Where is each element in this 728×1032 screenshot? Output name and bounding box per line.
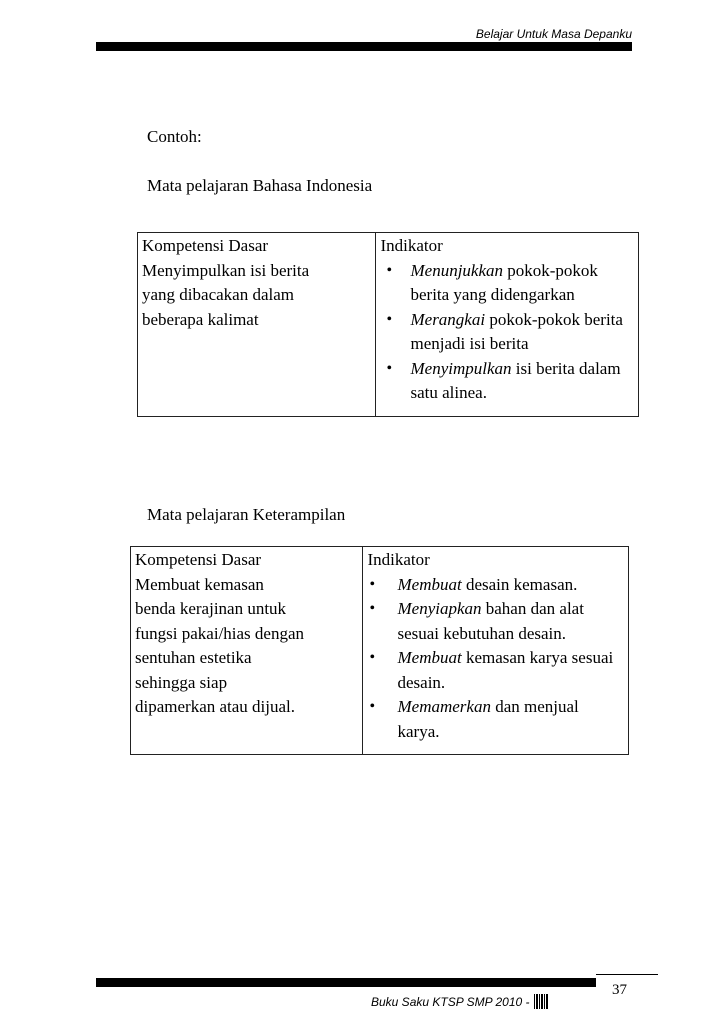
example-label: Contoh:: [147, 127, 202, 146]
indicator-item: [367, 573, 624, 598]
col-header-indicator: Indikator: [376, 233, 639, 259]
competency-line: sehingga siap: [135, 672, 228, 692]
competency-line: Menyimpulkan isi berita: [142, 260, 310, 280]
col-header-competency: Kompetensi Dasar: [138, 233, 376, 259]
indicator-text: desain kemasan.: [461, 574, 578, 594]
bullet-dot-icon: •: [386, 261, 393, 279]
page-number: 37: [612, 982, 627, 998]
running-header: Belajar Untuk Masa Depanku: [475, 27, 632, 41]
competency-line: fungsi pakai/hias dengan: [135, 623, 305, 643]
indicator-verb: Menunjukkan: [410, 260, 504, 280]
footer-book-title-text: Buku Saku KTSP SMP 2010 -: [371, 994, 530, 1009]
indicator-item: [367, 597, 624, 646]
bullet-dot-icon: •: [369, 575, 376, 593]
indicator-text: isi berita dalam satu alinea.: [410, 358, 621, 402]
section1-subject: Mata pelajaran Bahasa Indonesia: [147, 176, 373, 195]
competency-line: benda kerajinan untuk: [135, 599, 287, 618]
competency-line: dipamerkan atau dijual.: [135, 697, 296, 716]
indicator-item: [380, 259, 634, 308]
footer-book-title: [371, 994, 548, 1009]
bullet-dot-icon: •: [369, 649, 376, 666]
indicator-item: [380, 308, 634, 357]
header-rule: [96, 42, 632, 51]
competency-table-1: [137, 232, 639, 417]
indicator-verb: Membuat: [397, 648, 462, 667]
competency-line: sentuhan estetika: [135, 648, 252, 667]
indicator-text: dan menjual karya.: [397, 697, 579, 741]
indicator-text: pokok-pokok berita yang didengarkan: [410, 260, 598, 304]
indicator-text: pokok-pokok berita menjadi isi berita: [410, 309, 623, 353]
indicator-verb: Merangkai: [410, 309, 486, 329]
indicator-item: [367, 695, 624, 744]
indicator-verb: Menyiapkan: [397, 599, 482, 618]
indicator-verb: Membuat: [397, 574, 462, 594]
footer-thin-rule: [596, 974, 658, 975]
bullet-dot-icon: •: [386, 310, 393, 328]
bullet-dot-icon: •: [369, 698, 376, 715]
col-header-competency: Kompetensi Dasar: [131, 547, 363, 573]
bullet-dot-icon: •: [369, 600, 376, 617]
competency-table-2: [130, 546, 629, 755]
barcode-icon: [534, 994, 548, 1009]
indicator-verb: Menyimpulkan: [410, 358, 512, 378]
indicator-item: [380, 357, 634, 406]
competency-line: Membuat kemasan: [135, 574, 264, 594]
competency-line: beberapa kalimat: [142, 309, 259, 329]
competency-line: yang dibacakan dalam: [142, 285, 294, 304]
bullet-dot-icon: •: [386, 359, 393, 377]
indicator-verb: Memamerkan: [397, 697, 491, 716]
footer-rule: [96, 978, 596, 987]
indicator-item: [367, 646, 624, 695]
col-header-indicator: Indikator: [363, 547, 629, 573]
indicator-cell: [376, 259, 639, 417]
competency-cell: [138, 259, 376, 417]
indicator-cell: [363, 573, 629, 755]
section2-subject: Mata pelajaran Keterampilan: [147, 505, 346, 524]
indicator-text: bahan dan alat sesuai kebutuhan desain.: [397, 599, 584, 643]
competency-cell: [131, 573, 363, 755]
indicator-text: kemasan karya sesuai desain.: [397, 648, 614, 692]
